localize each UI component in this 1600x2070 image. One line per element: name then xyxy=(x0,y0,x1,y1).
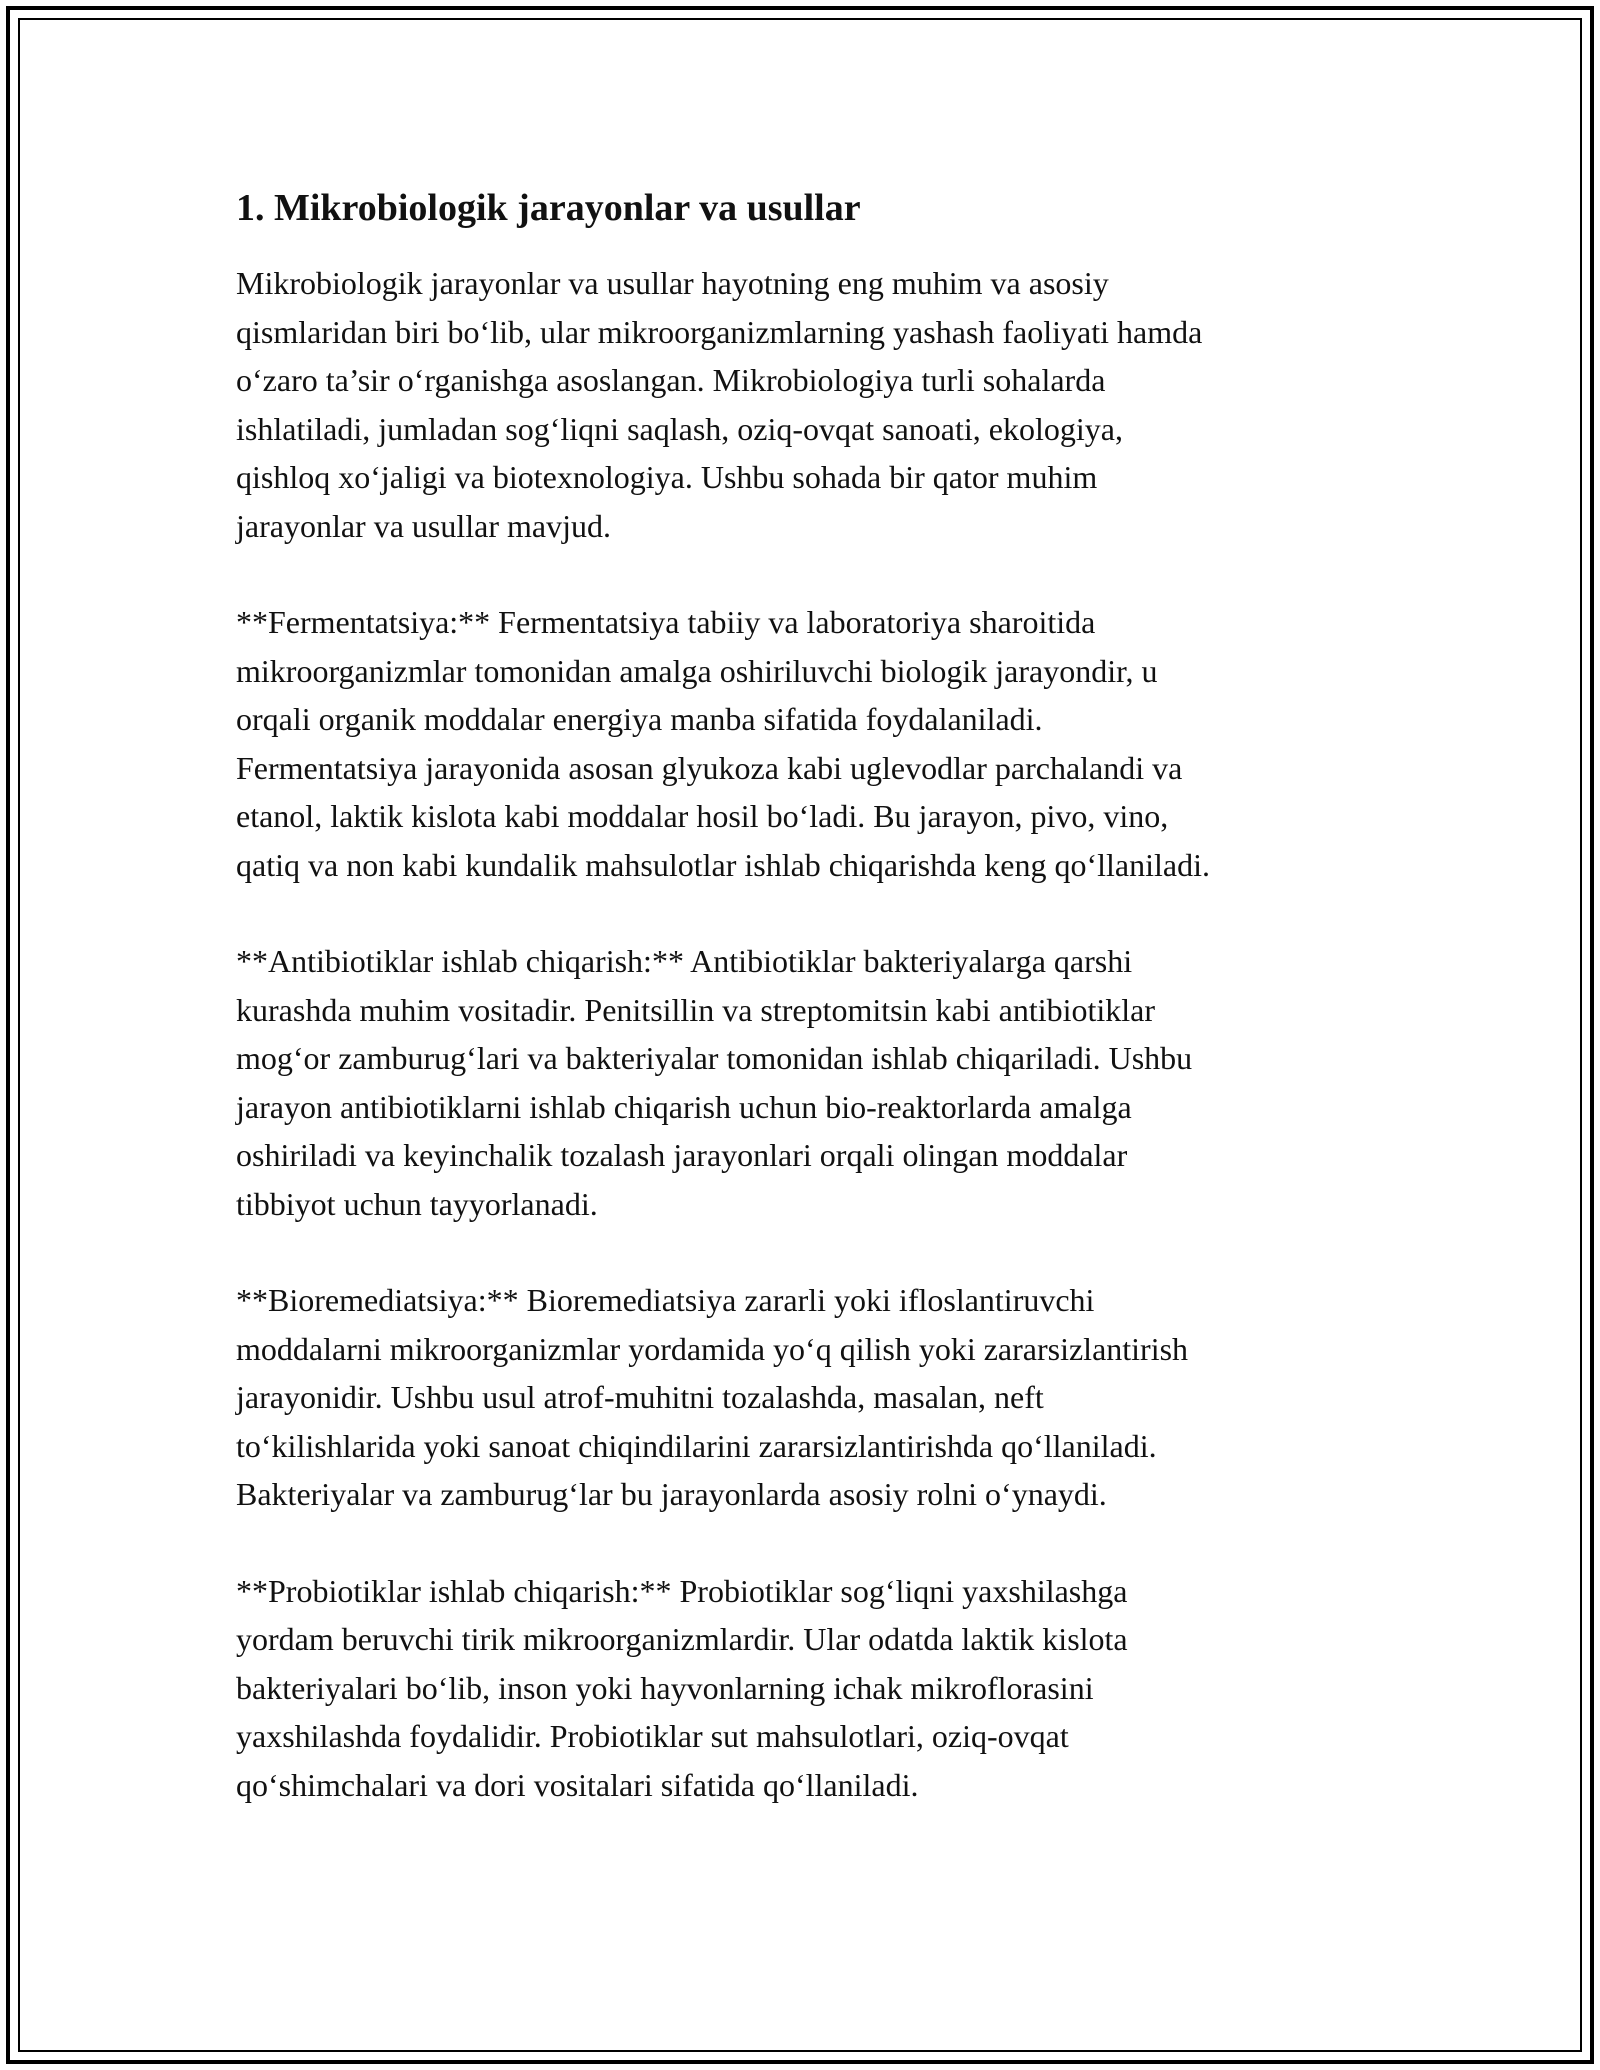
antibiotics-paragraph: **Antibiotiklar ishlab chiqarish:** Antibiotiklar bakteriyalarga qarshi kurashda muhim vositadir. Penitsillin va streptomitsin kabi antibiotiklar mog‘or zamburug‘lari va bakteriyalar tomonidan ishlab chiqariladi. Ushbu jarayon antibiotiklarni ishlab chiqarish uchun bio-reaktorlarda amalga oshiriladi va keyinchalik tozalash jarayonlari orqali olingan moddalar tibbiyot uchun tayyorlanadi. xyxy=(236,943,1193,1222)
document-body xyxy=(236,184,1386,1857)
section-title: 1. Mikrobiologik jarayonlar va usullar xyxy=(236,187,861,229)
bioremediation-paragraph: **Bioremediatsiya:** Bioremediatsiya zararli yoki ifloslantiruvchi moddalarni mikroorganizmlar yordamida yo‘q qilish yoki zararsizlantirish jarayonidir. Ushbu usul atrof-muhitni tozalashda, masalan, neft to‘kilishlarida yoki sanoat chiqindilarini zararsizlantirishda qo‘llaniladi. Bakteriyalar va zamburug‘lar bu jarayonlarda asosiy rolni o‘ynaydi. xyxy=(236,1282,1189,1513)
probiotics-paragraph: **Probiotiklar ishlab chiqarish:** Probiotiklar sog‘liqni yaxshilashga yordam beruvchi tirik mikroorganizmlardir. Ular odatda laktik kislota bakteriyalari bo‘lib, inson yoki hayvonlarning ichak mikroflorasini yaxshilashda foydalidir. Probiotiklar sut mahsulotlari, oziq-ovqat qo‘shimchalari va dori vositalari sifatida qo‘llaniladi. xyxy=(236,1572,1128,1803)
intro-paragraph: Mikrobiologik jarayonlar va usullar hayotning eng muhim va asosiy qismlaridan biri bo‘lib, ular mikroorganizmlarning yashash faoliyati hamda o‘zaro ta’sir o‘rganishga asoslangan. Mikrobiologiya turli sohalarda ishlatiladi, jumladan sog‘liqni saqlash, oziq-ovqat sanoati, ekologiya, qishloq xo‘jaligi va biotexnologiya. Ushbu sohada bir qator muhim jarayonlar va usullar mavjud. xyxy=(236,265,1203,544)
fermentation-paragraph: **Fermentatsiya:** Fermentatsiya tabiiy va laboratoriya sharoitida mikroorganizmlar tomonidan amalga oshiriluvchi biologik jarayondir, u orqali organik moddalar energiya manba sifatida foydalaniladi. Fermentatsiya jarayonida asosan glyukoza kabi uglevodlar parchalandi va etanol, laktik kislota kabi moddalar hosil bo‘ladi. Bu jarayon, pivo, vino, qatiq va non kabi kundalik mahsulotlar ishlab chiqarishda keng qo‘llaniladi. xyxy=(236,604,1210,883)
